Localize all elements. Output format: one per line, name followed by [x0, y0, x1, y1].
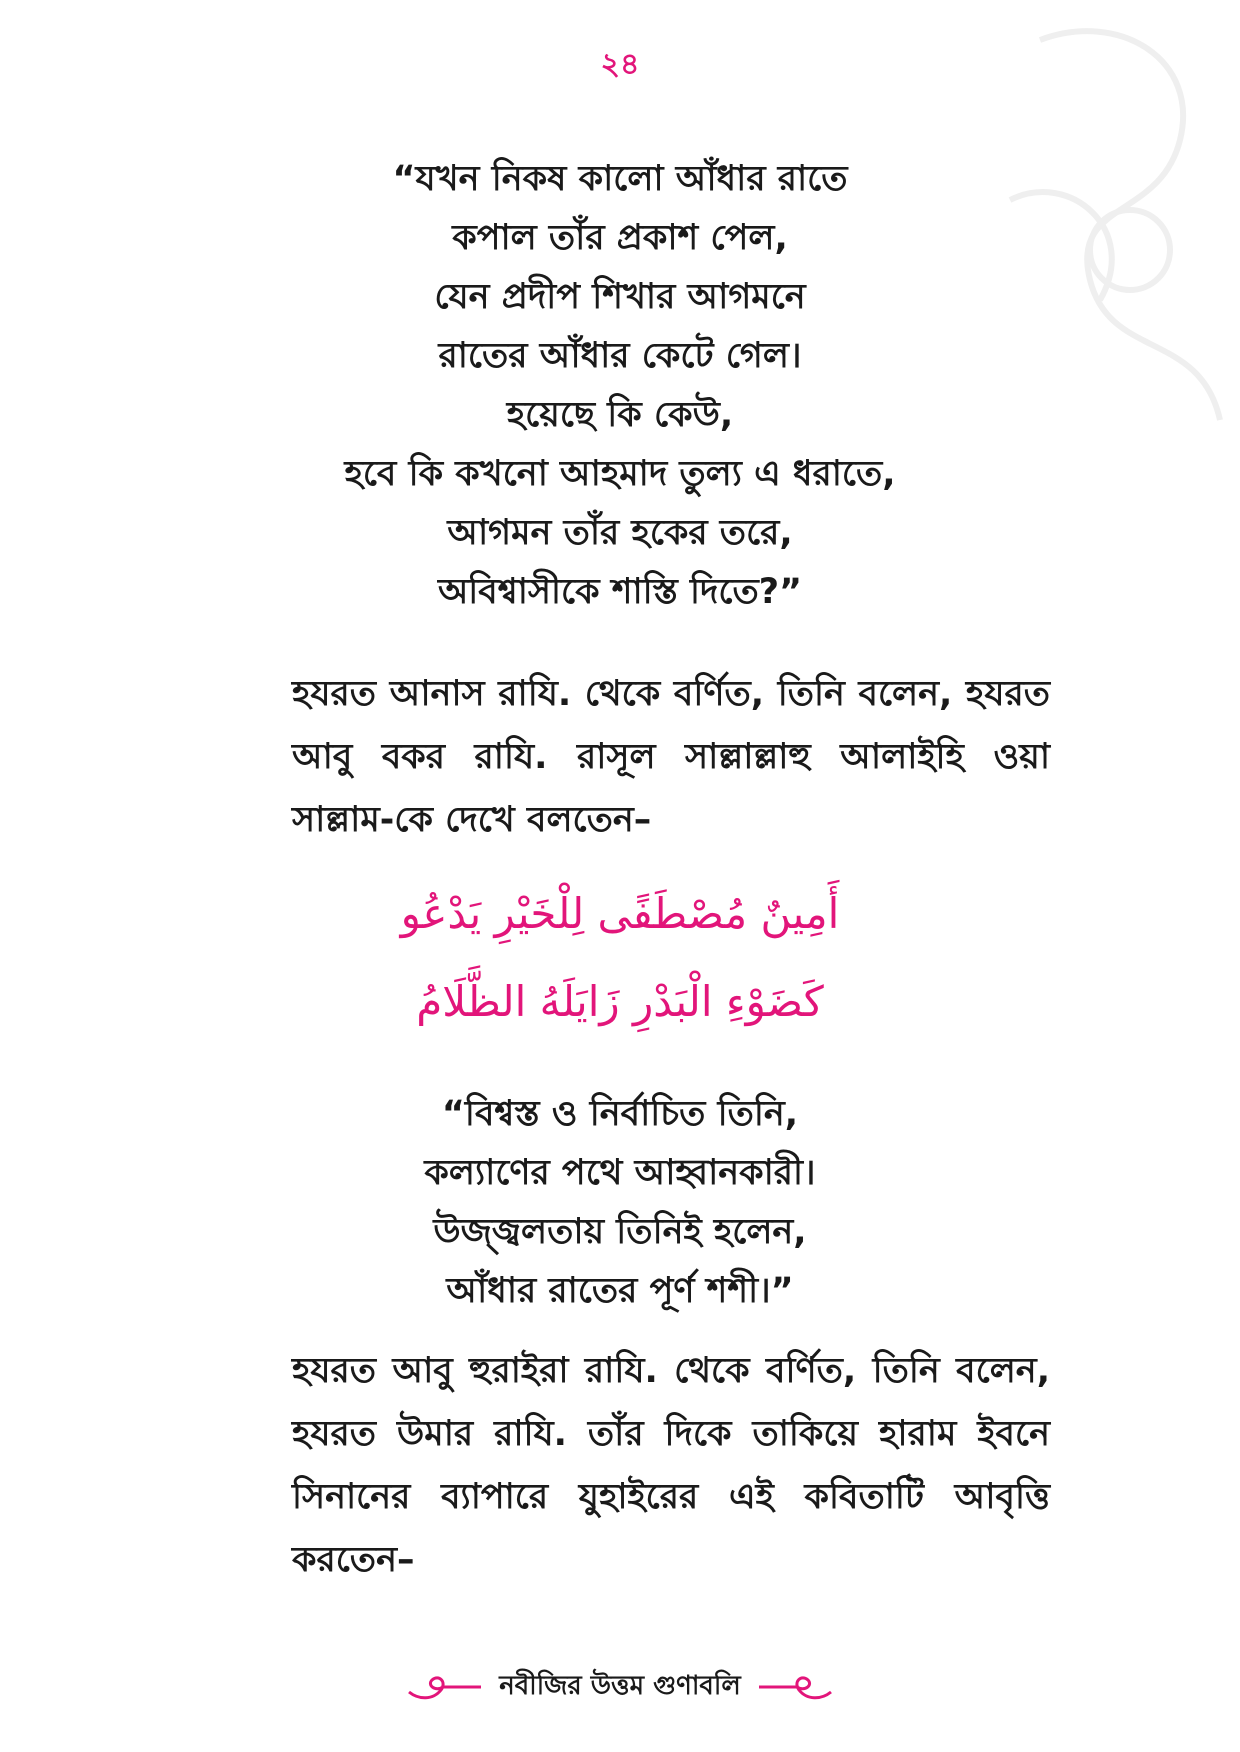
poem-line: “বিশ্বস্ত ও নির্বাচিত তিনি, — [441, 1094, 799, 1134]
poem-line: কল্যাণের পথে আহ্বানকারী। — [424, 1153, 816, 1193]
narration-paragraph-2: হযরত আবু হুরাইরা রাযি. থেকে বর্ণিত, তিনি বলেন, হযরত উমার রাযি. তাঁর দিকে তাকিয়ে হারাম ইবনে সিনানের ব্যাপারে যুহাইরের এই কবিতাটি আবৃত্তি করতেন– — [292, 1351, 1050, 1580]
arabic-line: أَمِينٌ مُصْطَفًى لِلْخَيْرِ يَدْعُو — [400, 889, 840, 938]
poem-line: রাতের আঁধার কেটে গেল। — [438, 336, 802, 376]
arabic-verse — [0, 870, 1240, 1046]
page-footer — [0, 1665, 1240, 1709]
poem-line: উজ্জ্বলতায় তিনিই হলেন, — [433, 1212, 807, 1252]
poem-line: যেন প্রদীপ শিখার আগমনে — [434, 277, 806, 317]
poem-line: হবে কি কখনো আহমাদ তুল্য এ ধরাতে, — [344, 454, 896, 494]
poem-line: “যখন নিকষ কালো আঁধার রাতে — [392, 159, 848, 199]
poem-stanza-2 — [0, 1085, 1240, 1321]
poem-line: আগমন তাঁর হকের তরে, — [447, 513, 793, 553]
page-number: ২৪ — [600, 47, 640, 82]
poem-stanza-1 — [0, 150, 1240, 622]
poem-line: হয়েছে কি কেউ, — [506, 395, 734, 435]
swirl-ornament-icon — [755, 1670, 835, 1704]
poem-line: আঁধার রাতের পূর্ণ শশী।” — [446, 1271, 794, 1311]
narration-paragraph-1: হযরত আনাস রাযি. থেকে বর্ণিত, তিনি বলেন, হযরত আবু বকর রাযি. রাসূল সাল্লাল্লাহু আলাইহি ওয়া সাল্লাম-কে দেখে বলতেন– — [292, 674, 1050, 840]
poem-line: কপাল তাঁর প্রকাশ পেল, — [452, 218, 788, 258]
swirl-ornament-icon — [405, 1670, 485, 1704]
arabic-line: كَضَوْءِ الْبَدْرِ زَايَلَهُ الظَّلَامُ — [416, 977, 824, 1026]
book-title: নবীজির উত্তম গুণাবলি — [499, 1671, 741, 1701]
poem-line: অবিশ্বাসীকে শাস্তি দিতে?” — [437, 572, 803, 612]
